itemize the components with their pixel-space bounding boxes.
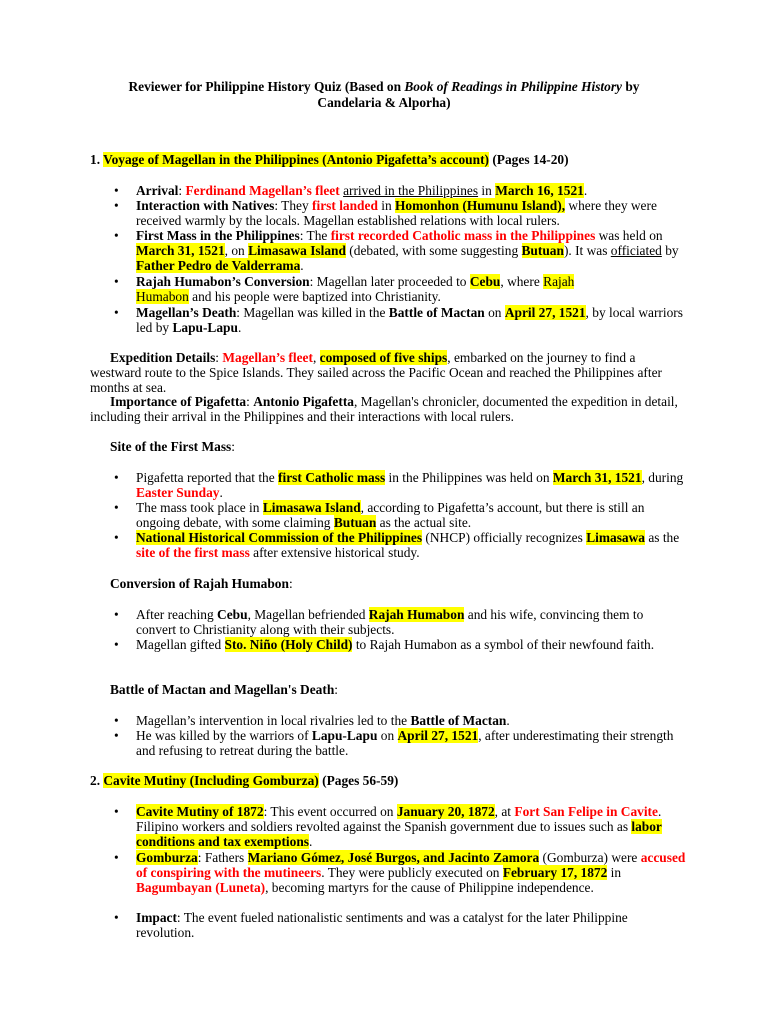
list-item-impact: Impact: The event fueled nationalistic sentiments and was a catalyst for the later Philippine revolution. [136, 910, 628, 941]
bullet-icon: • [114, 530, 119, 545]
bullet-icon: • [114, 274, 119, 289]
list-item-first-mass: First Mass in the Philippines: The first recorded Catholic mass in the Philippines was held on March 31, 1521, on Limasawa Island (debated, with some suggesting Butuan). It was officiated by Father Pedro de Valderrama. [136, 228, 679, 274]
bullet-icon: • [114, 198, 119, 213]
bullet-icon: • [114, 713, 119, 728]
subheading-first-mass: Site of the First Mass: [110, 439, 235, 454]
subheading-battle: Battle of Mactan and Magellan's Death: [110, 682, 339, 697]
list-item-sto-nino: Magellan gifted Sto. Niño (Holy Child) to Rajah Humabon as a symbol of their newfound faith. [136, 637, 655, 652]
list-item-killed: He was killed by the warriors of Lapu-Lapu on April 27, 1521, after underestimating their strength and refusing to retreat during the battle. [136, 728, 674, 759]
paragraph-expedition: Expedition Details: Magellan’s fleet, composed of five ships, embarked on the journey to find a westward route to the Spice Islands. They sailed across the Pacific Ocean and reached the Philippines after months at sea. [90, 350, 663, 396]
section-1-title: Voyage of Magellan in the Philippines (Antonio Pigafetta’s account) [103, 152, 489, 167]
list-item-interaction: Interaction with Natives: They first landed in Homonhon (Humunu Island), where they were received warmly by the locals. Magellan established relations with local rulers. [136, 198, 657, 229]
document-title [60, 79, 708, 111]
list-item-pigafetta-report: Pigafetta reported that the first Catholic mass in the Philippines was held on March 31, 1521, during Easter Sunday. [136, 470, 684, 501]
section-2-title: Cavite Mutiny (Including Gomburza) [103, 773, 319, 788]
list-item-intervention: Magellan’s intervention in local rivalries led to the Battle of Mactan. [136, 713, 510, 728]
title-text: Reviewer for Philippine History Quiz (Based on [128, 79, 405, 94]
list-item-cavite-mutiny: Cavite Mutiny of 1872: This event occurred on January 20, 1872, at Fort San Felipe in Cavite. Filipino workers and soldiers revolted against the Spanish government due to issues such as labor conditions and tax exemptions. [136, 804, 662, 850]
list-item-gomburza: Gomburza: Fathers Mariano Gómez, José Burgos, and Jacinto Zamora (Gomburza) were accused of conspiring with the mutineers. They were publicly executed on February 17, 1872 in Bagumbayan (Luneta), becoming martyrs for the cause of Philippine independence. [136, 850, 686, 896]
bullet-icon: • [114, 910, 119, 925]
list-item-nhcp: National Historical Commission of the Philippines (NHCP) officially recognizes Limasawa as the site of the first mass after extensive historical study. [136, 530, 680, 561]
bullet-icon: • [114, 637, 119, 652]
subheading-conversion: Conversion of Rajah Humabon: [110, 576, 293, 591]
bullet-icon: • [114, 728, 119, 743]
section-2-heading: 2. Cavite Mutiny (Including Gomburza) (Pages 56-59) [90, 773, 399, 788]
paragraph-pigafetta: Importance of Pigafetta: Antonio Pigafetta, Magellan's chronicler, documented the expedition in detail, including their arrival in the Philippines and their interactions with local rulers. [90, 394, 678, 425]
bullet-icon: • [114, 500, 119, 515]
book-title: Book of Readings in Philippine History [404, 79, 622, 94]
list-item-death: Magellan’s Death: Magellan was killed in the Battle of Mactan on April 27, 1521, by local warriors led by Lapu-Lapu. [136, 305, 683, 336]
bullet-icon: • [114, 804, 119, 819]
bullet-icon: • [114, 183, 119, 198]
list-item-limasawa: The mass took place in Limasawa Island, according to Pigafetta’s account, but there is still an ongoing debate, with some claiming Butuan as the actual site. [136, 500, 645, 531]
title-authors: Candelaria & Alporha) [317, 95, 451, 110]
section-1-pages: (Pages 14-20) [489, 152, 569, 167]
section-1-heading: 1. Voyage of Magellan in the Philippines (Antonio Pigafetta’s account) (Pages 14-20) [90, 152, 569, 167]
list-item-conversion: Rajah Humabon’s Conversion: Magellan later proceeded to Cebu, where Rajah Humabon and his people were baptized into Christianity. [136, 274, 575, 305]
bullet-icon: • [114, 850, 119, 865]
bullet-icon: • [114, 607, 119, 622]
list-item-cebu: After reaching Cebu, Magellan befriended Rajah Humabon and his wife, convincing them to convert to Christianity along with their subjects. [136, 607, 644, 638]
section-2-pages: (Pages 56-59) [318, 773, 399, 788]
bullet-icon: • [114, 228, 119, 243]
title-text: by [622, 79, 640, 94]
list-item-arrival: Arrival: Ferdinand Magellan’s fleet arrived in the Philippines in March 16, 1521. [136, 183, 588, 198]
bullet-icon: • [114, 470, 119, 485]
bullet-icon: • [114, 305, 119, 320]
